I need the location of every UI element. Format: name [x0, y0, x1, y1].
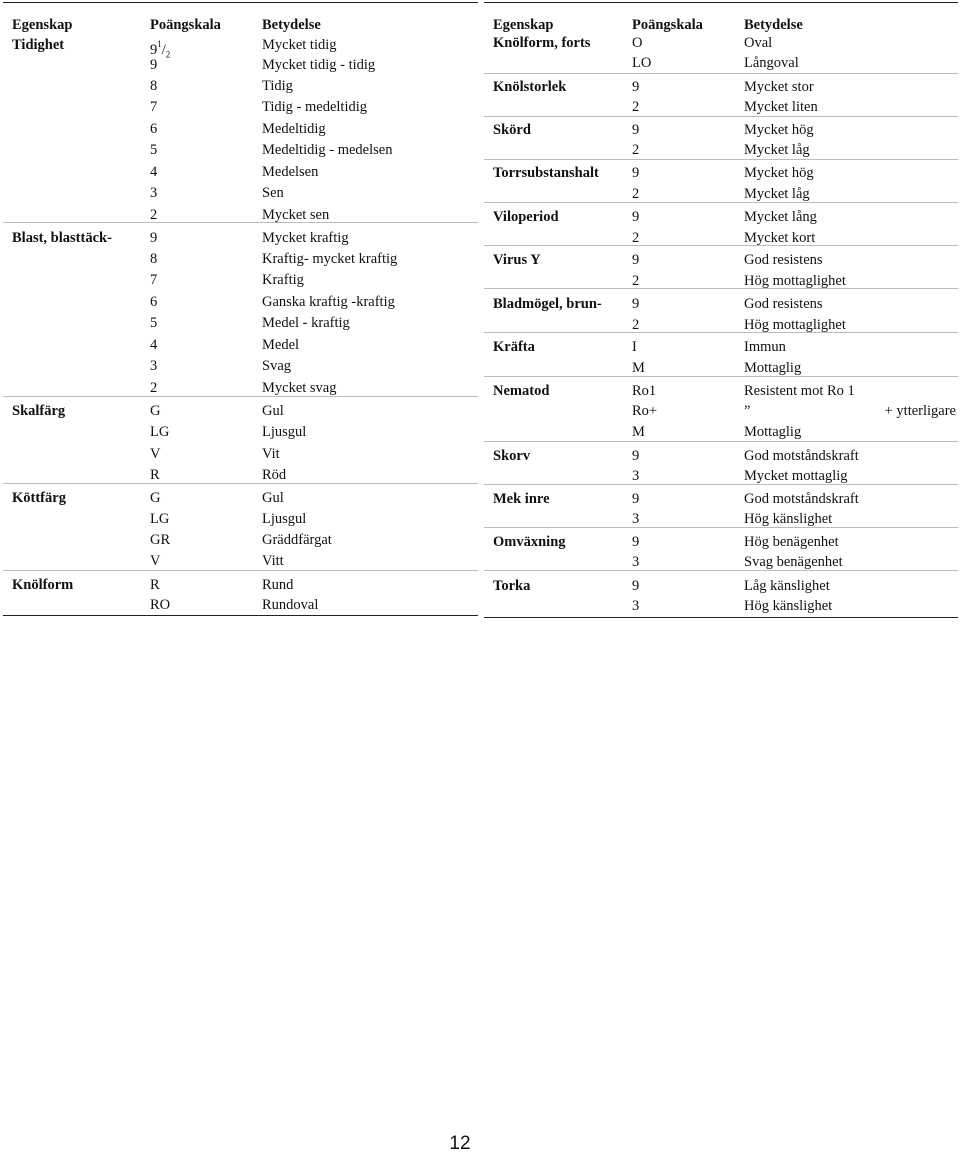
table-row: [484, 401, 958, 421]
meaning-cell: God resistens: [744, 296, 823, 312]
table-row: [484, 120, 958, 140]
table-row: [3, 119, 478, 139]
meaning-cell: Medeltidig: [262, 121, 326, 137]
table-row: [484, 33, 958, 53]
meaning-cell: Mycket låg: [744, 186, 810, 202]
property-cell: Köttfärg: [12, 490, 66, 506]
meaning-cell: Mycket mottaglig: [744, 468, 848, 484]
table-row: [484, 97, 958, 117]
group-separator: [484, 73, 958, 74]
score-cell: 3: [632, 598, 640, 614]
score-cell: V: [150, 553, 161, 569]
meaning-cell: Hög benägenhet: [744, 534, 839, 550]
score-cell: 3: [632, 554, 640, 570]
table-row: [3, 530, 478, 550]
meaning-cell: Mycket kraftig: [262, 230, 349, 246]
score-cell: 8: [150, 251, 158, 267]
property-cell: Nematod: [493, 383, 550, 399]
score-cell: 4: [150, 164, 158, 180]
score-cell: 2: [632, 273, 640, 289]
score-cell: 2: [150, 380, 158, 396]
score-cell: R: [150, 467, 160, 483]
table-row: [484, 446, 958, 466]
property-cell: Skalfärg: [12, 403, 66, 419]
table-row: [484, 337, 958, 357]
score-cell: 9: [632, 448, 640, 464]
table-row: [3, 595, 478, 615]
table-row: [3, 292, 478, 312]
table-row: [3, 509, 478, 529]
score-cell: 5: [150, 315, 158, 331]
left-table: [3, 2, 478, 616]
meaning-cell: Mycket stor: [744, 79, 814, 95]
header-scale: Poängskala: [632, 17, 703, 33]
table-row: [484, 294, 958, 314]
meaning-cell: Mycket sen: [262, 207, 330, 223]
table-row: [484, 509, 958, 529]
property-cell: Torka: [493, 578, 531, 594]
score-cell: V: [150, 446, 161, 462]
meaning-cell: Medel - kraftig: [262, 315, 350, 331]
score-cell: 5: [150, 142, 158, 158]
meaning-cell: Medel: [262, 337, 300, 353]
meaning-cell: Medeltidig - medelsen: [262, 142, 393, 158]
meaning-cell: ”: [744, 403, 751, 419]
table-row: [3, 205, 478, 225]
property-cell: Torrsubstanshalt: [493, 165, 599, 181]
meaning-cell: Hög mottaglighet: [744, 273, 846, 289]
meaning-cell: Gräddfärgat: [262, 532, 332, 548]
header-scale: Poängskala: [150, 17, 221, 33]
table-row: [484, 140, 958, 160]
meaning-cell: Svag: [262, 358, 291, 374]
table-row: [484, 381, 958, 401]
table-row: [484, 532, 958, 552]
meaning-cell: Hög känslighet: [744, 598, 833, 614]
meaning-cell: Kraftig- mycket kraftig: [262, 251, 398, 267]
meaning-cell: Resistent mot Ro 1: [744, 383, 855, 399]
score-cell: M: [632, 424, 645, 440]
meaning-cell: Mycket lång: [744, 209, 817, 225]
score-cell: 2: [632, 230, 640, 246]
score-cell: 2: [632, 99, 640, 115]
property-cell: Blast, blasttäck-: [12, 230, 112, 246]
meaning-cell: Mycket liten: [744, 99, 818, 115]
right-table: [484, 2, 958, 618]
meaning-cell: God motståndskraft: [744, 448, 859, 464]
property-cell: Bladmögel, brun-: [493, 296, 602, 312]
meaning-cell: Mycket hög: [744, 122, 814, 138]
table-row: [3, 162, 478, 182]
table-row: [3, 76, 478, 96]
table-row: [3, 249, 478, 269]
meaning-cell: Immun: [744, 339, 786, 355]
right-table-header: [484, 15, 958, 35]
meaning-cell: Vitt: [262, 553, 284, 569]
table-row: [3, 335, 478, 355]
meaning-cell: Rundoval: [262, 597, 319, 613]
score-cell: RO: [150, 597, 171, 613]
table-row: [3, 378, 478, 398]
score-cell: LG: [150, 511, 170, 527]
score-cell: 9: [632, 252, 640, 268]
meaning-cell: Ljusgul: [262, 511, 307, 527]
meaning-cell: Rund: [262, 577, 294, 593]
score-cell: 9: [632, 491, 640, 507]
meaning-cell: Gul: [262, 403, 284, 419]
table-row: [484, 228, 958, 248]
table-row: [3, 140, 478, 160]
score-cell: 9: [150, 230, 158, 246]
table-row: [3, 228, 478, 248]
left-table-header: [3, 15, 478, 35]
property-cell: Kräfta: [493, 339, 535, 355]
meaning-cell: God resistens: [744, 252, 823, 268]
meaning-cell: Gul: [262, 490, 284, 506]
meaning-cell: Hög känslighet: [744, 511, 833, 527]
score-cell: R: [150, 577, 160, 593]
table-row: [3, 356, 478, 376]
table-row: [3, 97, 478, 117]
meaning-cell: Röd: [262, 467, 287, 483]
meaning-cell: Oval: [744, 35, 773, 51]
property-cell: Virus Y: [493, 252, 541, 268]
score-cell: G: [150, 403, 161, 419]
table-row: [3, 55, 478, 75]
score-cell: 6: [150, 121, 158, 137]
meaning-cell: Ganska kraftig -kraftig: [262, 294, 395, 310]
property-cell: Omväxning: [493, 534, 566, 550]
meaning-cell: Hög mottaglighet: [744, 317, 846, 333]
table-row: [3, 422, 478, 442]
score-cell: 3: [632, 511, 640, 527]
meaning-cell: Tidig - medeltidig: [262, 99, 367, 115]
meaning-cell: Mycket kort: [744, 230, 816, 246]
table-row: [484, 596, 958, 616]
score-cell: 6: [150, 294, 158, 310]
property-cell: Skörd: [493, 122, 531, 138]
score-cell: 3: [150, 358, 158, 374]
table-row: [484, 184, 958, 204]
table-row: [484, 207, 958, 227]
score-cell: 2: [632, 186, 640, 202]
score-cell: 7: [150, 272, 158, 288]
table-row: [3, 575, 478, 595]
score-cell: 2: [632, 142, 640, 158]
table-row: [484, 271, 958, 291]
meaning-cell: Mycket tidig: [262, 37, 337, 53]
score-cell: GR: [150, 532, 171, 548]
property-cell: Knölform, forts: [493, 35, 591, 51]
property-cell: Knölstorlek: [493, 79, 567, 95]
meaning-cell: Mottaglig: [744, 360, 802, 376]
header-meaning: Betydelse: [744, 17, 803, 33]
score-cell: I: [632, 339, 637, 355]
score-cell: Ro1: [632, 383, 657, 399]
table-row: [484, 77, 958, 97]
meaning-cell: Mycket hög: [744, 165, 814, 181]
score-cell: O: [632, 35, 643, 51]
score-cell: 2: [632, 317, 640, 333]
header-property: Egenskap: [12, 17, 73, 33]
table-row: [3, 401, 478, 421]
table-row: [3, 270, 478, 290]
score-cell: 3: [632, 468, 640, 484]
table-row: [484, 358, 958, 378]
meaning-cell: Låg känslighet: [744, 578, 830, 594]
table-row: [484, 489, 958, 509]
score-cell: 8: [150, 78, 158, 94]
meaning-cell: Kraftig: [262, 272, 304, 288]
score-cell: 9: [632, 122, 640, 138]
table-row: [3, 183, 478, 203]
meaning-cell: Svag benägenhet: [744, 554, 843, 570]
score-cell: G: [150, 490, 161, 506]
meaning-cell: God motståndskraft: [744, 491, 859, 507]
meaning-cell: Långoval: [744, 55, 799, 71]
score-cell: 4: [150, 337, 158, 353]
meaning-cell: Mycket låg: [744, 142, 810, 158]
table-row: [484, 552, 958, 572]
table-row: [3, 35, 478, 60]
table-row: [484, 163, 958, 183]
score-cell: 9: [632, 209, 640, 225]
score-cell: 9: [632, 296, 640, 312]
table-row: [484, 576, 958, 596]
table-row: [484, 250, 958, 270]
score-cell: 3: [150, 185, 158, 201]
score-cell: 2: [150, 207, 158, 223]
score-cell: 9: [632, 578, 640, 594]
meaning-cell: Mycket svag: [262, 380, 337, 396]
meaning-cell: Medelsen: [262, 164, 319, 180]
meaning-cell: Vit: [262, 446, 280, 462]
score-cell: LO: [632, 55, 652, 71]
table-row: [484, 315, 958, 335]
property-cell: Knölform: [12, 577, 74, 593]
meaning-cell: Tidig: [262, 78, 293, 94]
property-cell: Mek inre: [493, 491, 550, 507]
score-cell: 9: [632, 79, 640, 95]
header-meaning: Betydelse: [262, 17, 321, 33]
meaning-cell: Mycket tidig - tidig: [262, 57, 376, 73]
score-cell: 9: [150, 57, 158, 73]
meaning-cell: Ljusgul: [262, 424, 307, 440]
page-number: 12: [449, 1133, 471, 1154]
score-cell: 7: [150, 99, 158, 115]
property-cell: Viloperiod: [493, 209, 559, 225]
header-property: Egenskap: [493, 17, 554, 33]
table-row: [484, 422, 958, 442]
table-row: [484, 466, 958, 486]
score-cell: M: [632, 360, 645, 376]
meaning-cell: Sen: [262, 185, 284, 201]
table-row: [3, 465, 478, 485]
property-cell: Skorv: [493, 448, 531, 464]
score-cell: 9: [632, 534, 640, 550]
score-cell: Ro+: [632, 403, 658, 419]
score-cell: $9^1/_2$: [150, 39, 171, 60]
table-row: [3, 444, 478, 464]
meaning-extra-cell: + ytterligare: [884, 403, 956, 419]
meaning-cell: Mottaglig: [744, 424, 802, 440]
table-row: [3, 313, 478, 333]
table-row: [3, 488, 478, 508]
property-cell: Tidighet: [12, 37, 65, 53]
score-cell: LG: [150, 424, 170, 440]
table-row: [484, 53, 958, 73]
score-cell: 9: [632, 165, 640, 181]
table-row: [3, 551, 478, 571]
